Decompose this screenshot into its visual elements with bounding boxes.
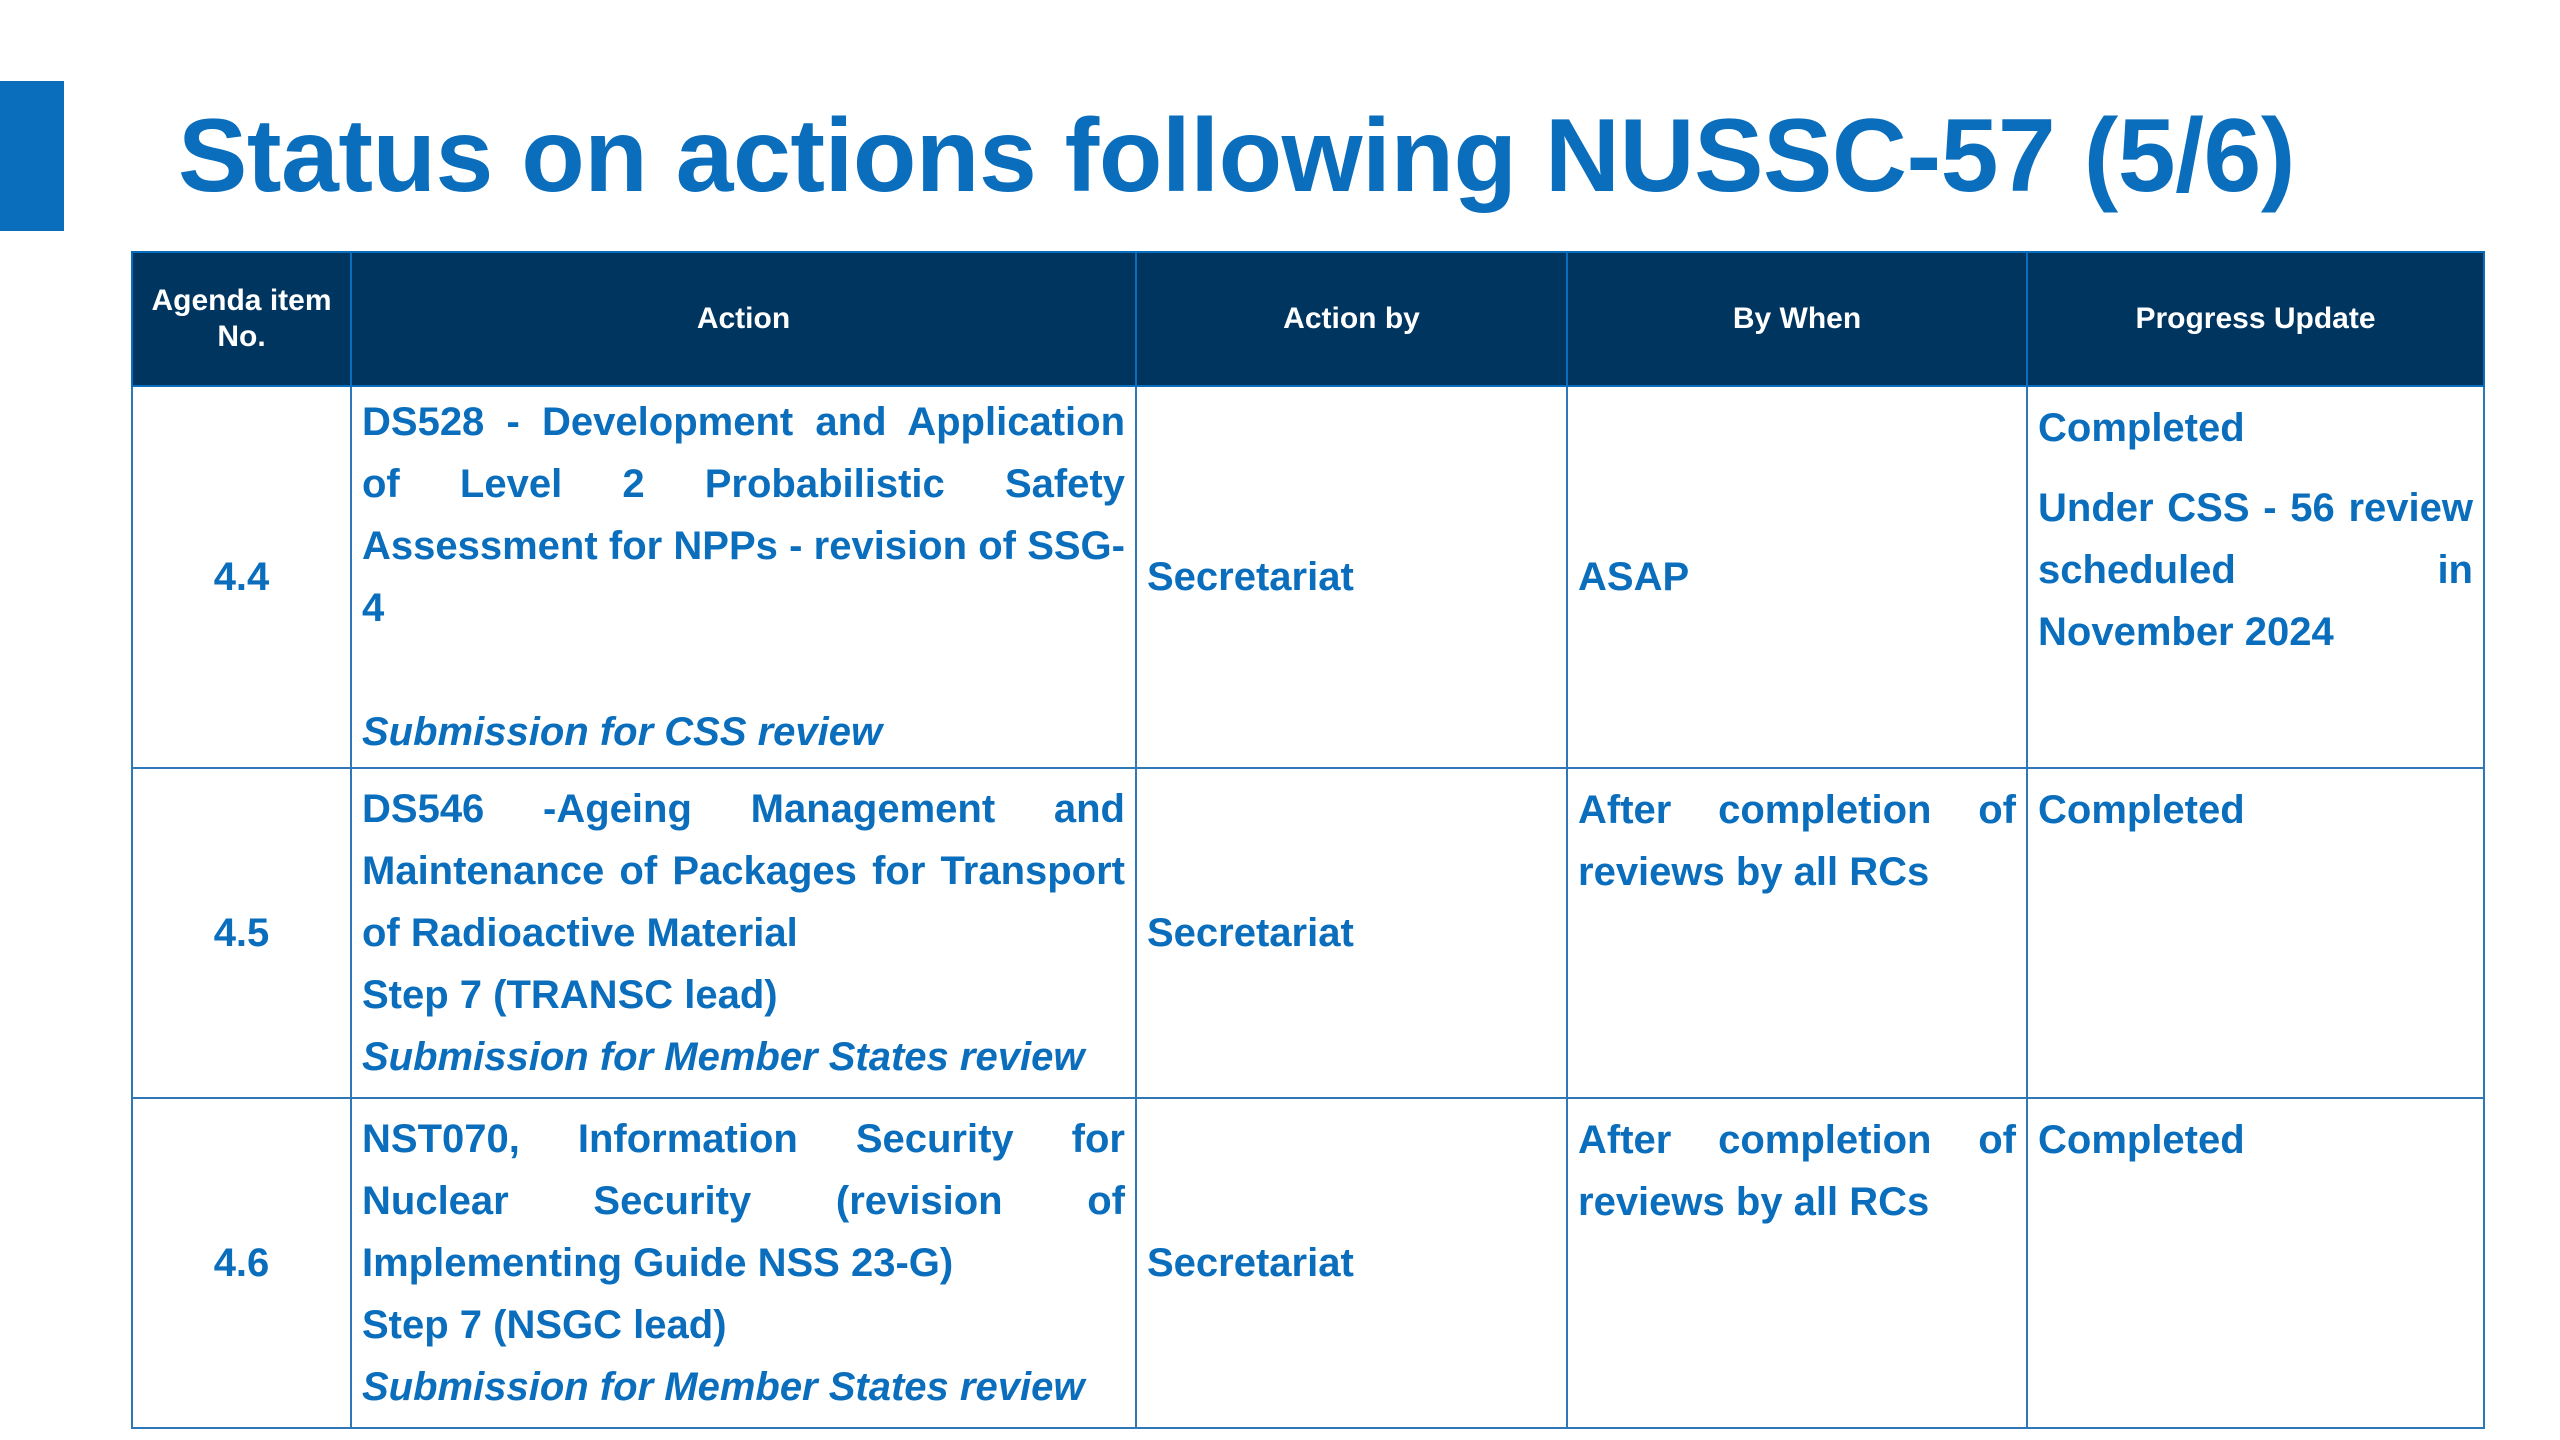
by-when-cell: After completion of reviews by all RCs: [1567, 1098, 2027, 1428]
progress-cell: [2027, 386, 2484, 768]
header-progress-update: Progress Update: [2027, 252, 2484, 386]
table-row: [132, 1098, 2484, 1428]
action-title: DS528 - Development and Application of Level 2 Probabilistic Safety Assessment for NPPs - revision of SSG-4: [362, 400, 1125, 630]
action-step: Step 7 (TRANSC lead): [362, 973, 778, 1017]
action-submission: Submission for CSS review: [362, 710, 883, 754]
progress-status: Completed: [2038, 788, 2245, 832]
progress-status: Completed: [2038, 406, 2245, 450]
action-by-cell: Secretariat: [1136, 386, 1567, 768]
progress-cell: [2027, 768, 2484, 1098]
action-cell: [351, 768, 1136, 1098]
action-spacer: [362, 639, 1125, 701]
table-row: [132, 768, 2484, 1098]
action-cell: [351, 386, 1136, 768]
accent-bar: [0, 81, 64, 231]
progress-note: Under CSS - 56 review scheduled in November 2024: [2038, 486, 2473, 654]
progress-status: Completed: [2038, 1118, 2245, 1162]
action-cell: [351, 1098, 1136, 1428]
action-title: DS546 -Ageing Management and Maintenance of Packages for Transport of Radioactive Material: [362, 787, 1125, 955]
action-by-cell: Secretariat: [1136, 768, 1567, 1098]
agenda-item-number: 4.4: [132, 386, 351, 768]
table-row: [132, 386, 2484, 768]
action-submission: Submission for Member States review: [362, 1365, 1085, 1409]
action-step: Step 7 (NSGC lead): [362, 1303, 727, 1347]
agenda-item-number: 4.6: [132, 1098, 351, 1428]
agenda-item-number: 4.5: [132, 768, 351, 1098]
by-when-cell: After completion of reviews by all RCs: [1567, 768, 2027, 1098]
header-action-by: Action by: [1136, 252, 1567, 386]
header-action: Action: [351, 252, 1136, 386]
actions-table: [131, 251, 2483, 1409]
slide-title: Status on actions following NUSSC-57 (5/6): [178, 98, 2295, 214]
by-when-cell: ASAP: [1567, 386, 2027, 768]
header-agenda-item: Agenda item No.: [132, 252, 351, 386]
action-title: NST070, Information Security for Nuclear Security (revision of Implementing Guide NSS 23-G): [362, 1117, 1125, 1285]
table-header-row: [132, 252, 2484, 386]
action-by-cell: Secretariat: [1136, 1098, 1567, 1428]
action-submission: Submission for Member States review: [362, 1035, 1085, 1079]
header-by-when: By When: [1567, 252, 2027, 386]
progress-cell: [2027, 1098, 2484, 1428]
